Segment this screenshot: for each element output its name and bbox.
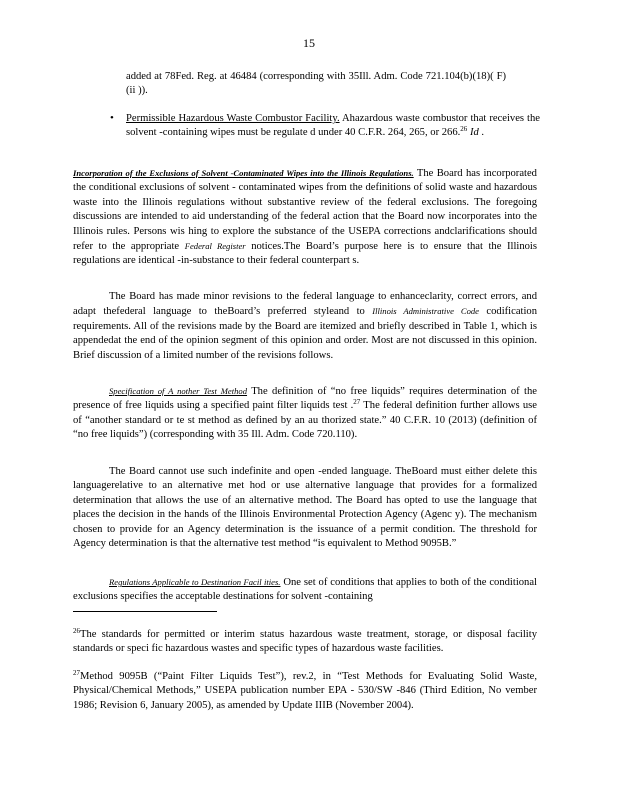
minor-text-2: codification requirements. All of the revisions made by the Board are itemized and briefly described in Table 1, which is appendedat the end of the opinion segment of this opinion and order. Most are not discussed in this opinion. Brief discussion of a limited number of the revisions follows. [73, 306, 537, 361]
regulations-paragraph [73, 575, 537, 605]
regulations-heading: Regulations Applicable to Destination Facil ities. [109, 577, 281, 587]
minor-revisions-paragraph [73, 290, 537, 363]
page-number: 15 [303, 36, 315, 50]
bullet-paragraph: Permissible Hazardous Waste Combustor Facility. Ahazardous waste combustor that receives the solvent -containing wipes must be regulate d under 40 C.F.R. 264, 265, or 266.26 Id . [126, 113, 540, 139]
specification-text-2: The federal definition further allows use of “another standard or te st method as defined by an au thorized state.” 40 C.F.R. 10 (2013) (definition of “no free liquids”) (corresponding with 35 Ill. Adm. Code 720.110). [73, 400, 537, 441]
bullet-title: Permissible Hazardous Waste Combustor Facility. [126, 113, 340, 124]
footnote-ref-27: 27 [353, 398, 361, 407]
incorporation-paragraph [73, 166, 537, 269]
footnote-26 [73, 628, 537, 657]
footnote-27 [73, 670, 537, 713]
specification-text-1: The definition of “no free liquids” requires determination of the presence of free liquids using a specified paint filter liquids test . [73, 386, 537, 412]
footnote-ref-26: 26 [460, 125, 468, 134]
bullet-text: Ahazardous waste combustor that receives the solvent -containing wipes must be regulate d under 40 C.F.R. 264, 265, or 266. [126, 113, 540, 139]
id-citation: Id [469, 127, 479, 139]
footnote-text: The standards for permitted or interim status hazardous waste treatment, storage, or disposal facility standards or speci fic hazardous wastes and specific types of hazardous waste facilities. [73, 629, 537, 655]
regulations-text: One set of conditions that applies to both of the conditional exclusions specifies the acceptable destinations for solvent -containing [73, 577, 537, 603]
footnote-divider [73, 611, 217, 612]
minor-text-1: The Board has made minor revisions to the federal language to enhanceclarity, correct errors, and adapt thefederal language to theBoard’s preferred styleand to [73, 291, 537, 318]
footnote-number: 26 [73, 627, 80, 635]
footnote-text: Method 9095B (“Paint Filter Liquids Test”), rev.2, in “Test Methods for Evaluating Solid Waste, Physical/Chemical Methods,” USEPA publication number EPA - 530/SW -846 (Third Edition, No vember 1986; Revision 6, January 2005), as amended by Update IIIB (November 2004). [73, 671, 537, 711]
bullet-icon: • [110, 112, 114, 124]
federal-register: Federal Register [184, 241, 246, 252]
added-citation: added at 78Fed. Reg. at 46484 (corresponding with 35Ill. Adm. Code 721.104(b)(18)( F)(ii )). [126, 71, 506, 97]
illinois-admin-code: Illinois Administrative Code [372, 306, 479, 317]
cannot-use-paragraph: The Board cannot use such indefinite and open -ended language. TheBoard must either delete this languagerelative to an alternative met hod or use alternative language that provides for a formalized determination that allows the use of an alternative method. The Board has opted to use the language that places the decision in the hands of the Illinois Environmental Protection Agency (Agenc y). The mechanism chosen to provide for an Agency determination is the issuance of a permit condition. The threshold for Agency determination is that the alternative test method “is equivalent to Method 9095B.” [73, 466, 537, 550]
incorporation-heading: Incorporation of the Exclusions of Solvent -Contaminated Wipes into the Illinois Regulations. [73, 168, 414, 178]
incorporation-text-1: The Board has incorporated the conditional exclusions of solvent - contaminated wipes from the definitions of solid waste and hazardous waste into the Illinois regulations without substantive review of the federal exclusions. The foregoing discussions are intended to aid understanding of the federal action that the Board now incorporates into the Illinois rules. Persons wis hing to explore the substance of the USEPA corrections andclarifications should refer to the appropriate [73, 168, 537, 253]
specification-heading: Specification of A nother Test Method [109, 386, 248, 396]
footnote-number: 27 [73, 669, 80, 677]
specification-paragraph [73, 384, 537, 443]
incorporation-text-2: notices.The Board’s purpose here is to ensure that the Illinois regulations are identical -in-substance to their federal counterpart s. [73, 241, 537, 267]
